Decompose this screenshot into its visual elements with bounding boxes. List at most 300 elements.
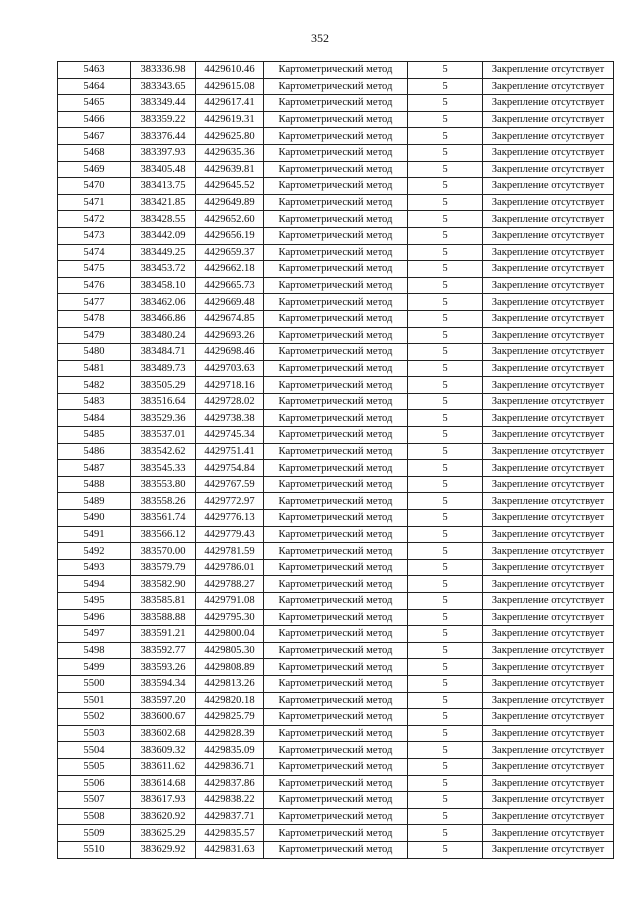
y-coordinate-cell: 4429837.86 xyxy=(196,775,264,792)
fixing-cell: Закрепление отсутствует xyxy=(483,609,614,626)
fixing-cell: Закрепление отсутствует xyxy=(483,178,614,195)
fixing-cell: Закрепление отсутствует xyxy=(483,775,614,792)
method-cell: Картометрический метод xyxy=(264,211,408,228)
table-row xyxy=(58,775,614,792)
accuracy-cell: 5 xyxy=(408,261,483,278)
fixing-cell: Закрепление отсутствует xyxy=(483,476,614,493)
table-row xyxy=(58,194,614,211)
x-coordinate-cell: 383609.32 xyxy=(131,742,196,759)
fixing-cell: Закрепление отсутствует xyxy=(483,111,614,128)
table-row xyxy=(58,692,614,709)
fixing-cell: Закрепление отсутствует xyxy=(483,742,614,759)
point-number-cell: 5507 xyxy=(58,792,131,809)
table-row xyxy=(58,626,614,643)
y-coordinate-cell: 4429835.09 xyxy=(196,742,264,759)
fixing-cell: Закрепление отсутствует xyxy=(483,393,614,410)
point-number-cell: 5490 xyxy=(58,510,131,527)
method-cell: Картометрический метод xyxy=(264,841,408,858)
y-coordinate-cell: 4429805.30 xyxy=(196,642,264,659)
fixing-cell: Закрепление отсутствует xyxy=(483,543,614,560)
accuracy-cell: 5 xyxy=(408,642,483,659)
y-coordinate-cell: 4429779.43 xyxy=(196,526,264,543)
table-row xyxy=(58,559,614,576)
fixing-cell: Закрепление отсутствует xyxy=(483,576,614,593)
accuracy-cell: 5 xyxy=(408,609,483,626)
accuracy-cell: 5 xyxy=(408,410,483,427)
x-coordinate-cell: 383413.75 xyxy=(131,178,196,195)
method-cell: Картометрический метод xyxy=(264,609,408,626)
accuracy-cell: 5 xyxy=(408,576,483,593)
method-cell: Картометрический метод xyxy=(264,111,408,128)
accuracy-cell: 5 xyxy=(408,692,483,709)
x-coordinate-cell: 383466.86 xyxy=(131,310,196,327)
fixing-cell: Закрепление отсутствует xyxy=(483,559,614,576)
table-row xyxy=(58,111,614,128)
point-number-cell: 5475 xyxy=(58,261,131,278)
y-coordinate-cell: 4429617.41 xyxy=(196,95,264,112)
point-number-cell: 5476 xyxy=(58,277,131,294)
x-coordinate-cell: 383582.90 xyxy=(131,576,196,593)
y-coordinate-cell: 4429831.63 xyxy=(196,841,264,858)
y-coordinate-cell: 4429745.34 xyxy=(196,427,264,444)
x-coordinate-cell: 383480.24 xyxy=(131,327,196,344)
accuracy-cell: 5 xyxy=(408,393,483,410)
method-cell: Картометрический метод xyxy=(264,410,408,427)
x-coordinate-cell: 383537.01 xyxy=(131,427,196,444)
accuracy-cell: 5 xyxy=(408,559,483,576)
method-cell: Картометрический метод xyxy=(264,443,408,460)
x-coordinate-cell: 383359.22 xyxy=(131,111,196,128)
fixing-cell: Закрепление отсутствует xyxy=(483,692,614,709)
table-row xyxy=(58,277,614,294)
y-coordinate-cell: 4429635.36 xyxy=(196,144,264,161)
point-number-cell: 5496 xyxy=(58,609,131,626)
point-number-cell: 5488 xyxy=(58,476,131,493)
point-number-cell: 5494 xyxy=(58,576,131,593)
point-number-cell: 5479 xyxy=(58,327,131,344)
table-row xyxy=(58,244,614,261)
point-number-cell: 5495 xyxy=(58,593,131,610)
fixing-cell: Закрепление отсутствует xyxy=(483,526,614,543)
x-coordinate-cell: 383442.09 xyxy=(131,227,196,244)
accuracy-cell: 5 xyxy=(408,244,483,261)
fixing-cell: Закрепление отсутствует xyxy=(483,841,614,858)
accuracy-cell: 5 xyxy=(408,377,483,394)
accuracy-cell: 5 xyxy=(408,144,483,161)
x-coordinate-cell: 383489.73 xyxy=(131,360,196,377)
table-row xyxy=(58,709,614,726)
y-coordinate-cell: 4429781.59 xyxy=(196,543,264,560)
point-number-cell: 5509 xyxy=(58,825,131,842)
point-number-cell: 5483 xyxy=(58,393,131,410)
y-coordinate-cell: 4429649.89 xyxy=(196,194,264,211)
accuracy-cell: 5 xyxy=(408,427,483,444)
point-number-cell: 5465 xyxy=(58,95,131,112)
accuracy-cell: 5 xyxy=(408,62,483,79)
x-coordinate-cell: 383545.33 xyxy=(131,460,196,477)
fixing-cell: Закрепление отсутствует xyxy=(483,593,614,610)
accuracy-cell: 5 xyxy=(408,194,483,211)
y-coordinate-cell: 4429615.08 xyxy=(196,78,264,95)
method-cell: Картометрический метод xyxy=(264,593,408,610)
point-number-cell: 5491 xyxy=(58,526,131,543)
fixing-cell: Закрепление отсутствует xyxy=(483,427,614,444)
method-cell: Картометрический метод xyxy=(264,725,408,742)
y-coordinate-cell: 4429767.59 xyxy=(196,476,264,493)
y-coordinate-cell: 4429659.37 xyxy=(196,244,264,261)
accuracy-cell: 5 xyxy=(408,626,483,643)
accuracy-cell: 5 xyxy=(408,111,483,128)
point-number-cell: 5472 xyxy=(58,211,131,228)
method-cell: Картометрический метод xyxy=(264,327,408,344)
accuracy-cell: 5 xyxy=(408,742,483,759)
fixing-cell: Закрепление отсутствует xyxy=(483,410,614,427)
y-coordinate-cell: 4429772.97 xyxy=(196,493,264,510)
x-coordinate-cell: 383376.44 xyxy=(131,128,196,145)
page-number: 352 xyxy=(311,31,329,45)
table-row xyxy=(58,178,614,195)
point-number-cell: 5502 xyxy=(58,709,131,726)
y-coordinate-cell: 4429693.26 xyxy=(196,327,264,344)
y-coordinate-cell: 4429728.02 xyxy=(196,393,264,410)
table-row xyxy=(58,725,614,742)
fixing-cell: Закрепление отсутствует xyxy=(483,360,614,377)
x-coordinate-cell: 383421.85 xyxy=(131,194,196,211)
y-coordinate-cell: 4429662.18 xyxy=(196,261,264,278)
y-coordinate-cell: 4429776.13 xyxy=(196,510,264,527)
point-number-cell: 5480 xyxy=(58,344,131,361)
method-cell: Картометрический метод xyxy=(264,476,408,493)
x-coordinate-cell: 383602.68 xyxy=(131,725,196,742)
method-cell: Картометрический метод xyxy=(264,742,408,759)
y-coordinate-cell: 4429791.08 xyxy=(196,593,264,610)
fixing-cell: Закрепление отсутствует xyxy=(483,825,614,842)
method-cell: Картометрический метод xyxy=(264,709,408,726)
x-coordinate-cell: 383336.98 xyxy=(131,62,196,79)
x-coordinate-cell: 383588.88 xyxy=(131,609,196,626)
fixing-cell: Закрепление отсутствует xyxy=(483,310,614,327)
point-number-cell: 5487 xyxy=(58,460,131,477)
table-row xyxy=(58,758,614,775)
fixing-cell: Закрепление отсутствует xyxy=(483,792,614,809)
y-coordinate-cell: 4429786.01 xyxy=(196,559,264,576)
point-number-cell: 5471 xyxy=(58,194,131,211)
accuracy-cell: 5 xyxy=(408,675,483,692)
point-number-cell: 5492 xyxy=(58,543,131,560)
table-row xyxy=(58,211,614,228)
x-coordinate-cell: 383566.12 xyxy=(131,526,196,543)
table-row xyxy=(58,841,614,858)
fixing-cell: Закрепление отсутствует xyxy=(483,642,614,659)
method-cell: Картометрический метод xyxy=(264,576,408,593)
x-coordinate-cell: 383453.72 xyxy=(131,261,196,278)
point-number-cell: 5498 xyxy=(58,642,131,659)
x-coordinate-cell: 383611.62 xyxy=(131,758,196,775)
y-coordinate-cell: 4429820.18 xyxy=(196,692,264,709)
fixing-cell: Закрепление отсутствует xyxy=(483,294,614,311)
table-row xyxy=(58,62,614,79)
fixing-cell: Закрепление отсутствует xyxy=(483,659,614,676)
table-row xyxy=(58,344,614,361)
point-number-cell: 5493 xyxy=(58,559,131,576)
table-row xyxy=(58,543,614,560)
point-number-cell: 5499 xyxy=(58,659,131,676)
fixing-cell: Закрепление отсутствует xyxy=(483,443,614,460)
x-coordinate-cell: 383449.25 xyxy=(131,244,196,261)
x-coordinate-cell: 383553.80 xyxy=(131,476,196,493)
accuracy-cell: 5 xyxy=(408,543,483,560)
x-coordinate-cell: 383585.81 xyxy=(131,593,196,610)
coordinates-table xyxy=(57,61,614,859)
y-coordinate-cell: 4429838.22 xyxy=(196,792,264,809)
method-cell: Картометрический метод xyxy=(264,393,408,410)
method-cell: Картометрический метод xyxy=(264,675,408,692)
y-coordinate-cell: 4429669.48 xyxy=(196,294,264,311)
table-row xyxy=(58,576,614,593)
x-coordinate-cell: 383614.68 xyxy=(131,775,196,792)
point-number-cell: 5470 xyxy=(58,178,131,195)
fixing-cell: Закрепление отсутствует xyxy=(483,194,614,211)
table-row xyxy=(58,161,614,178)
table-row xyxy=(58,609,614,626)
fixing-cell: Закрепление отсутствует xyxy=(483,460,614,477)
method-cell: Картометрический метод xyxy=(264,775,408,792)
coordinates-table-body xyxy=(58,62,614,859)
point-number-cell: 5474 xyxy=(58,244,131,261)
point-number-cell: 5482 xyxy=(58,377,131,394)
method-cell: Картометрический метод xyxy=(264,377,408,394)
method-cell: Картометрический метод xyxy=(264,493,408,510)
point-number-cell: 5473 xyxy=(58,227,131,244)
accuracy-cell: 5 xyxy=(408,211,483,228)
method-cell: Картометрический метод xyxy=(264,344,408,361)
table-row xyxy=(58,642,614,659)
point-number-cell: 5477 xyxy=(58,294,131,311)
x-coordinate-cell: 383629.92 xyxy=(131,841,196,858)
x-coordinate-cell: 383570.00 xyxy=(131,543,196,560)
point-number-cell: 5464 xyxy=(58,78,131,95)
y-coordinate-cell: 4429703.63 xyxy=(196,360,264,377)
point-number-cell: 5469 xyxy=(58,161,131,178)
accuracy-cell: 5 xyxy=(408,78,483,95)
point-number-cell: 5484 xyxy=(58,410,131,427)
fixing-cell: Закрепление отсутствует xyxy=(483,493,614,510)
accuracy-cell: 5 xyxy=(408,161,483,178)
accuracy-cell: 5 xyxy=(408,294,483,311)
x-coordinate-cell: 383592.77 xyxy=(131,642,196,659)
y-coordinate-cell: 4429698.46 xyxy=(196,344,264,361)
point-number-cell: 5463 xyxy=(58,62,131,79)
method-cell: Картометрический метод xyxy=(264,161,408,178)
fixing-cell: Закрепление отсутствует xyxy=(483,261,614,278)
method-cell: Картометрический метод xyxy=(264,310,408,327)
x-coordinate-cell: 383405.48 xyxy=(131,161,196,178)
accuracy-cell: 5 xyxy=(408,277,483,294)
y-coordinate-cell: 4429837.71 xyxy=(196,808,264,825)
method-cell: Картометрический метод xyxy=(264,510,408,527)
point-number-cell: 5500 xyxy=(58,675,131,692)
table-row xyxy=(58,510,614,527)
y-coordinate-cell: 4429808.89 xyxy=(196,659,264,676)
method-cell: Картометрический метод xyxy=(264,642,408,659)
table-row xyxy=(58,659,614,676)
table-row xyxy=(58,78,614,95)
table-row xyxy=(58,526,614,543)
table-row xyxy=(58,261,614,278)
x-coordinate-cell: 383397.93 xyxy=(131,144,196,161)
table-row xyxy=(58,360,614,377)
fixing-cell: Закрепление отсутствует xyxy=(483,626,614,643)
method-cell: Картометрический метод xyxy=(264,244,408,261)
method-cell: Картометрический метод xyxy=(264,758,408,775)
method-cell: Картометрический метод xyxy=(264,659,408,676)
accuracy-cell: 5 xyxy=(408,709,483,726)
x-coordinate-cell: 383458.10 xyxy=(131,277,196,294)
method-cell: Картометрический метод xyxy=(264,128,408,145)
y-coordinate-cell: 4429665.73 xyxy=(196,277,264,294)
point-number-cell: 5467 xyxy=(58,128,131,145)
accuracy-cell: 5 xyxy=(408,310,483,327)
point-number-cell: 5501 xyxy=(58,692,131,709)
x-coordinate-cell: 383591.21 xyxy=(131,626,196,643)
method-cell: Картометрический метод xyxy=(264,427,408,444)
table-row xyxy=(58,808,614,825)
table-row xyxy=(58,792,614,809)
method-cell: Картометрический метод xyxy=(264,144,408,161)
x-coordinate-cell: 383516.64 xyxy=(131,393,196,410)
method-cell: Картометрический метод xyxy=(264,178,408,195)
accuracy-cell: 5 xyxy=(408,476,483,493)
fixing-cell: Закрепление отсутствует xyxy=(483,377,614,394)
accuracy-cell: 5 xyxy=(408,526,483,543)
y-coordinate-cell: 4429674.85 xyxy=(196,310,264,327)
accuracy-cell: 5 xyxy=(408,460,483,477)
table-row xyxy=(58,742,614,759)
fixing-cell: Закрепление отсутствует xyxy=(483,327,614,344)
point-number-cell: 5505 xyxy=(58,758,131,775)
point-number-cell: 5466 xyxy=(58,111,131,128)
table-row xyxy=(58,410,614,427)
method-cell: Картометрический метод xyxy=(264,559,408,576)
y-coordinate-cell: 4429813.26 xyxy=(196,675,264,692)
method-cell: Картометрический метод xyxy=(264,626,408,643)
fixing-cell: Закрепление отсутствует xyxy=(483,211,614,228)
accuracy-cell: 5 xyxy=(408,95,483,112)
x-coordinate-cell: 383597.20 xyxy=(131,692,196,709)
y-coordinate-cell: 4429825.79 xyxy=(196,709,264,726)
accuracy-cell: 5 xyxy=(408,775,483,792)
method-cell: Картометрический метод xyxy=(264,692,408,709)
y-coordinate-cell: 4429652.60 xyxy=(196,211,264,228)
x-coordinate-cell: 383349.44 xyxy=(131,95,196,112)
table-row xyxy=(58,310,614,327)
x-coordinate-cell: 383428.55 xyxy=(131,211,196,228)
x-coordinate-cell: 383343.65 xyxy=(131,78,196,95)
fixing-cell: Закрепление отсутствует xyxy=(483,128,614,145)
fixing-cell: Закрепление отсутствует xyxy=(483,95,614,112)
y-coordinate-cell: 4429795.30 xyxy=(196,609,264,626)
accuracy-cell: 5 xyxy=(408,178,483,195)
method-cell: Картометрический метод xyxy=(264,294,408,311)
fixing-cell: Закрепление отсутствует xyxy=(483,144,614,161)
method-cell: Картометрический метод xyxy=(264,825,408,842)
table-row xyxy=(58,327,614,344)
x-coordinate-cell: 383529.36 xyxy=(131,410,196,427)
accuracy-cell: 5 xyxy=(408,808,483,825)
y-coordinate-cell: 4429835.57 xyxy=(196,825,264,842)
table-row xyxy=(58,393,614,410)
accuracy-cell: 5 xyxy=(408,443,483,460)
table-row xyxy=(58,443,614,460)
x-coordinate-cell: 383617.93 xyxy=(131,792,196,809)
fixing-cell: Закрепление отсутствует xyxy=(483,62,614,79)
method-cell: Картометрический метод xyxy=(264,95,408,112)
fixing-cell: Закрепление отсутствует xyxy=(483,709,614,726)
fixing-cell: Закрепление отсутствует xyxy=(483,227,614,244)
table-row xyxy=(58,476,614,493)
x-coordinate-cell: 383579.79 xyxy=(131,559,196,576)
accuracy-cell: 5 xyxy=(408,344,483,361)
x-coordinate-cell: 383484.71 xyxy=(131,344,196,361)
table-row xyxy=(58,460,614,477)
method-cell: Картометрический метод xyxy=(264,360,408,377)
table-row xyxy=(58,825,614,842)
table-row xyxy=(58,128,614,145)
y-coordinate-cell: 4429718.16 xyxy=(196,377,264,394)
table-row xyxy=(58,675,614,692)
x-coordinate-cell: 383594.34 xyxy=(131,675,196,692)
y-coordinate-cell: 4429751.41 xyxy=(196,443,264,460)
table-row xyxy=(58,227,614,244)
y-coordinate-cell: 4429656.19 xyxy=(196,227,264,244)
fixing-cell: Закрепление отсутствует xyxy=(483,808,614,825)
x-coordinate-cell: 383542.62 xyxy=(131,443,196,460)
accuracy-cell: 5 xyxy=(408,360,483,377)
method-cell: Картометрический метод xyxy=(264,277,408,294)
accuracy-cell: 5 xyxy=(408,593,483,610)
table-row xyxy=(58,593,614,610)
point-number-cell: 5489 xyxy=(58,493,131,510)
x-coordinate-cell: 383625.29 xyxy=(131,825,196,842)
method-cell: Картометрический метод xyxy=(264,194,408,211)
method-cell: Картометрический метод xyxy=(264,62,408,79)
accuracy-cell: 5 xyxy=(408,227,483,244)
fixing-cell: Закрепление отсутствует xyxy=(483,161,614,178)
point-number-cell: 5481 xyxy=(58,360,131,377)
point-number-cell: 5508 xyxy=(58,808,131,825)
x-coordinate-cell: 383505.29 xyxy=(131,377,196,394)
method-cell: Картометрический метод xyxy=(264,227,408,244)
y-coordinate-cell: 4429619.31 xyxy=(196,111,264,128)
point-number-cell: 5503 xyxy=(58,725,131,742)
y-coordinate-cell: 4429639.81 xyxy=(196,161,264,178)
fixing-cell: Закрепление отсутствует xyxy=(483,344,614,361)
method-cell: Картометрический метод xyxy=(264,792,408,809)
table-row xyxy=(58,377,614,394)
table-row xyxy=(58,427,614,444)
point-number-cell: 5486 xyxy=(58,443,131,460)
fixing-cell: Закрепление отсутствует xyxy=(483,510,614,527)
table-row xyxy=(58,144,614,161)
point-number-cell: 5497 xyxy=(58,626,131,643)
y-coordinate-cell: 4429738.38 xyxy=(196,410,264,427)
x-coordinate-cell: 383593.26 xyxy=(131,659,196,676)
fixing-cell: Закрепление отсутствует xyxy=(483,758,614,775)
table-row xyxy=(58,493,614,510)
accuracy-cell: 5 xyxy=(408,758,483,775)
fixing-cell: Закрепление отсутствует xyxy=(483,277,614,294)
point-number-cell: 5468 xyxy=(58,144,131,161)
